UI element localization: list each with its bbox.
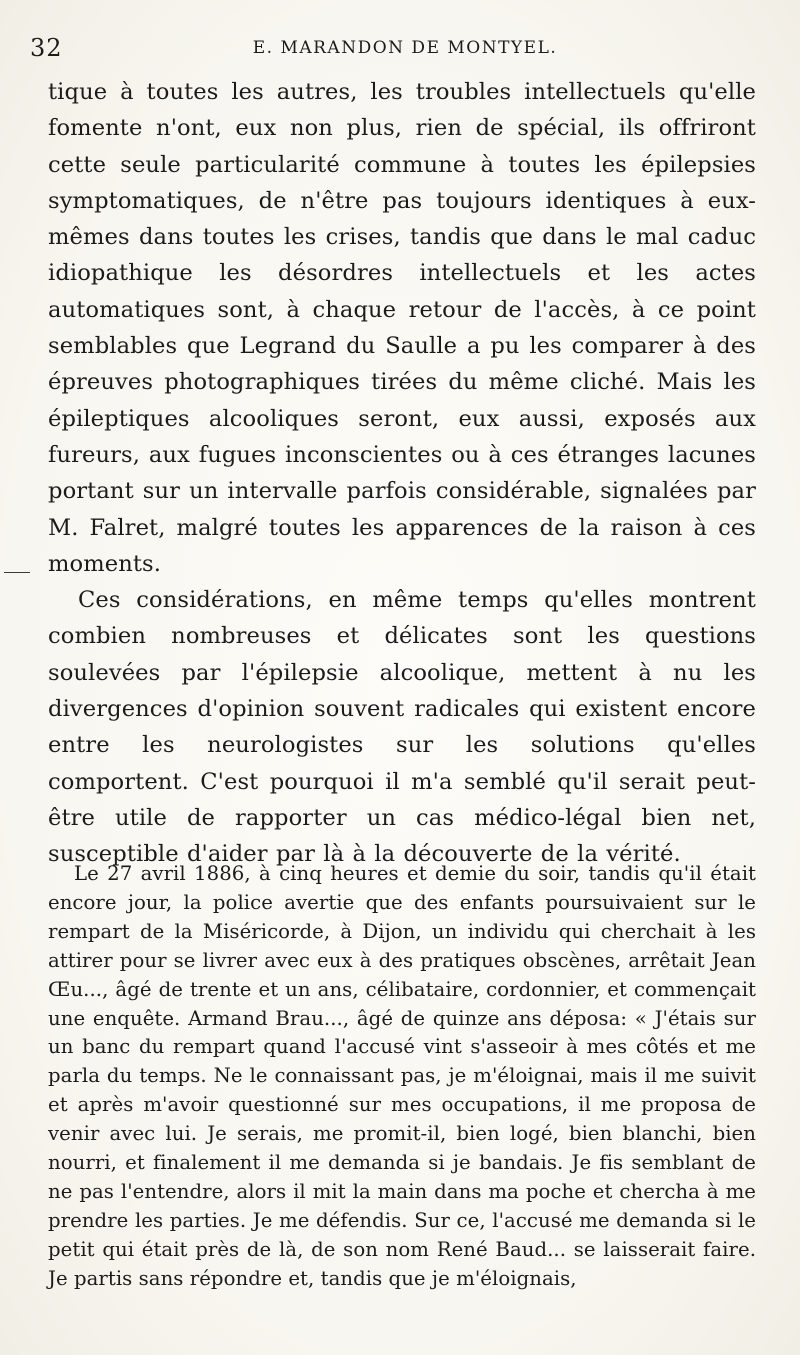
- margin-mark: [4, 572, 30, 573]
- paragraph-considerations: Ces considérations, en même temps qu'elles montrent combien nombreuses et délicates sont les questions soulevées par l'épilepsie alcoolique, mettent à nu les divergences d'opinion souvent radicales qui existent encore entre les neurologistes sur les solutions qu'elles comportent. C'est pourquoi il m'a semblé qu'il serait peut-être utile de rapporter un cas médico-légal bien net, susceptible d'aider par là à la découverte de la vérité.: [48, 587, 756, 868]
- case-report-text: [48, 860, 756, 1294]
- paragraph-continuation: tique à toutes les autres, les troubles intellectuels qu'elle fomente n'ont, eux non plus, rien de spécial, ils offriront cette seule particularité commune à toutes les épilepsies symptomatiques, de n'être pas toujours identiques à eux-mêmes dans toutes les crises, tandis que dans le mal caduc idiopathique les désordres intellectuels et les actes automatiques sont, à chaque retour de l'accès, à ce point semblables que Legrand du Saulle a pu les comparer à des épreuves photographiques tirées du même cliché. Mais les épileptiques alcooliques seront, eux aussi, exposés aux fureurs, aux fugues inconscientes ou à ces étranges lacunes portant sur un intervalle parfois considérable, signalées par M. Falret, malgré toutes les apparences de la raison à ces moments.: [48, 79, 756, 577]
- paragraph-case-report: Le 27 avril 1886, à cinq heures et demie du soir, tandis qu'il était encore jour, la police avertie que des enfants poursuivaient sur le rempart de la Miséricorde, à Dijon, un individu qui cherchait à les attirer pour se livrer avec eux à des pratiques obscènes, arrêtait Jean Œu..., âgé de trente et un ans, célibataire, cordonnier, et commençait une enquête. Armand Brau..., âgé de quinze ans déposa: « J'étais sur un banc du rempart quand l'accusé vint s'asseoir à mes côtés et me parla du temps. Ne le connaissant pas, je m'éloignai, mais il me suivit et après m'avoir questionné sur mes occupations, il me proposa de venir avec lui. Je serais, me promit-il, bien logé, bien blanchi, bien nourri, et finalement il me demanda si je bandais. Je fis semblant de ne pas l'entendre, alors il mit la main dans ma poche et chercha à me prendre les parties. Je me défendis. Sur ce, l'accusé me demanda si le petit qui était près de là, de son nom René Baud... se laisserait faire. Je partis sans répondre et, tandis que je m'éloignais,: [48, 862, 756, 1290]
- running-title: E. MARANDON DE MONTYEL.: [252, 38, 558, 58]
- main-text: [48, 74, 756, 873]
- running-head: [30, 34, 760, 64]
- page-number: 32: [30, 34, 63, 62]
